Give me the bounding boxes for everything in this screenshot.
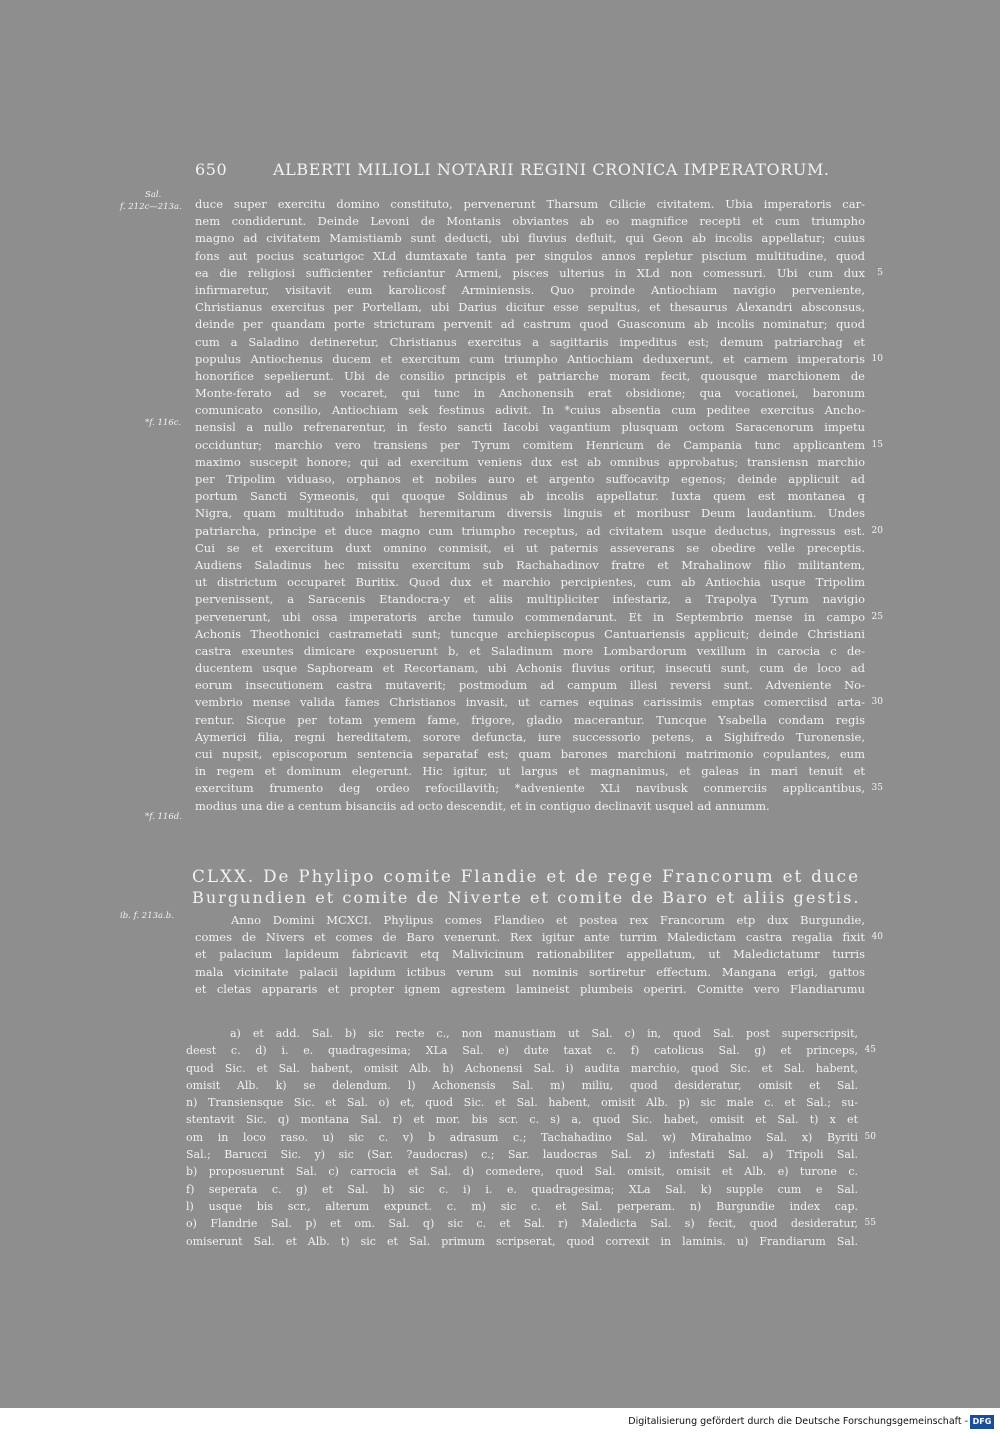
line-number: 40	[871, 932, 883, 943]
footer-credit: Digitalisierung gefördert durch die Deutsche Forschungsgemeinschaft -	[628, 1416, 968, 1427]
text-line: rentur. Sicque per totam yemem fame, frigore, gladio macerantur. Tuncque Ysabella condam regis	[195, 712, 865, 727]
footnotes	[186, 1025, 876, 1250]
text-line: nensisl a nullo refrenarentur, in festo sancti Iacobi vagantium plusquam octom Saracenorum impetu	[195, 420, 865, 435]
text-line: ducentem usque Saphoream et Recortanam, ubi Achonis fluvius oritur, insecuti sunt, cum de loco ad	[195, 661, 865, 676]
margin-ref-116d: *f. 116d.	[145, 812, 182, 822]
text-line: Audiens Saladinus hec missitu exercitum sub Rachahadinov fratre et Mrahalinow filio militantem,	[195, 557, 865, 572]
text-line: magno ad civitatem Mamistiamb sunt deducti, ubi fluvius defluit, qui Geon ab incolis appellatur; cuius	[195, 231, 865, 246]
chapter-text	[195, 912, 883, 998]
margin-ref-116c: *f. 116c.	[145, 418, 182, 428]
text-line: ut districtum occuparet Buritix. Quod dux et marchio percipientes, cum ab Antiochia usque Tripolim	[195, 575, 865, 590]
footnote-line: omiserunt Sal. et Alb. t) sic et Sal. primum scripserat, quod correxit in laminis. u) Frandiarum Sal.	[186, 1234, 858, 1248]
footnote-line: a) et add. Sal. b) sic recte c., non manustiam ut Sal. c) in, quod Sal. post superscripsit,	[230, 1027, 858, 1040]
text-line: pervenissent, a Saracenis Etandocra-y et aliis multipliciter infestariz, a Trapolya Tyrum navigio	[195, 592, 865, 607]
footnote-line: om in loco raso. u) sic c. v) b adrasum c.; Tachahadino Sal. w) Mirahalmo Sal. x) Byriti 50	[186, 1129, 858, 1146]
footnote-line: deest c. d) i. e. quadragesima; XLa Sal. e) dute taxat c. f) catolicus Sal. g) et princeps, 45	[186, 1042, 858, 1059]
chapter-heading-line-2: Burgundien et comite de Niverte et comite de Baro et aliis gestis.	[192, 888, 861, 907]
text-line: exercitum frumento deg ordeo refocillavith; *adveniente XLi navibusk conmerciis applicantibus, 35	[195, 780, 865, 797]
text-line: nem condiderunt. Deinde Levoni de Montanis obviantes ab eo magnifice recepti et cum triumpho	[195, 214, 865, 229]
footnote-line: n) Transiensque Sic. et Sal. o) et, quod Sic. et Sal. habent, omisit Alb. p) sic male c. et Sal.; su-	[186, 1096, 858, 1110]
footnote-line: quod Sic. et Sal. habent, omisit Alb. h) Achonensi Sal. i) audita marchio, quod Sic. et Sal. habent,	[186, 1061, 858, 1075]
margin-ref-213: ib. f. 213a.b.	[120, 911, 174, 921]
text-line: pervenerunt, ubi ossa imperatoris arche tumulo commendarunt. Et in Septembrio mense in campo 25	[195, 609, 865, 626]
text-line: castra exeuntes dimicare exposuerunt b, et Saladinum more Lombardorum vexillum in carocia c de-	[195, 643, 865, 658]
dfg-logo-icon: DFG	[970, 1415, 994, 1429]
text-line: Christianus exercitus per Portellam, ubi Darius dicitur esse sepultus, et thesaurus Alexandri absconsus,	[195, 300, 865, 315]
text-line: occiduntur; marchio vero transiens per Tyrum comitem Henricum de Campania tunc applicantem 15	[195, 437, 865, 454]
text-line: vembrio mense valida fames Christianos invasit, ut carnes equinas carissimis emptas comerciisd arta- 30	[195, 694, 865, 711]
text-line: duce super exercitu domino constituto, pervenerunt Tharsum Cilicie civitatem. Ubia imperatoris car-	[195, 197, 865, 211]
text-line: modius una die a centum bisanciis ad octo descendit, et in contiguo declinavit usquel ad annumm.	[195, 798, 770, 813]
text-line: populus Antiochenus ducem et exercitum cum triumpho Antiochiam deduxerunt, et carnem imperatoris 10	[195, 351, 865, 368]
text-line: honorifice sepelierunt. Ubi de consilio principis et patriarche moram fecit, quousque marchionem de	[195, 368, 865, 383]
line-number: 35	[871, 783, 883, 794]
margin-ref-212: f. 212c—213a.	[120, 202, 182, 212]
text-line: maximo suscepit honore; qui ad exercitum veniens dux est ab omnibus approbatus; transiensn marchio	[195, 454, 865, 469]
text-line: Anno Domini MCXCI. Phylipus comes Flandieo et postea rex Francorum etp dux Burgundie,	[231, 913, 865, 927]
line-number: 20	[871, 525, 883, 536]
line-number: 45	[864, 1045, 876, 1056]
text-line: Achonis Theothonici castrametati sunt; tuncque archiepiscopus Cantuariensis applicuit; deinde Christiani	[195, 626, 865, 641]
text-line: Aymerici filia, regni hereditatem, sorore defuncta, iure successorio petens, a Sighifredo Turonensie,	[195, 729, 865, 744]
line-number: 10	[871, 353, 883, 364]
text-line: mala vicinitate palacii lapidum ictibus verum sui nominis sortiretur effectum. Mangana erigi, gattos	[195, 964, 865, 979]
text-line: Nigra, quam multitudo inhabitat heremitarum diversis linguis et moribusr Deum laudantium. Undes	[195, 506, 865, 521]
text-line: infirmaretur, visitavit eum karolicosf Arminiensis. Quo proinde Antiochiam navigio perveniente,	[195, 282, 865, 297]
text-line: Monte-ferato ad se vocaret, qui tunc in Anchonensih erat obsidione; qua vocationei, baronum	[195, 386, 865, 401]
footnote-line: omisit Alb. k) se delendum. l) Achonensis Sal. m) miliu, quod desideratur, omisit et Sal.	[186, 1078, 858, 1092]
margin-sal: Sal.	[145, 190, 162, 200]
text-line: fons aut pocius scaturigoc XLd dumtaxate tanta per singulos annos repletur piscium multitudine, quod	[195, 248, 865, 263]
text-line: Cui se et exercitum duxt omnino conmisit, ei ut paternis asseverans se obedire velle preceptis.	[195, 540, 865, 555]
text-line: patriarcha, principe et duce magno cum triumpho receptus, ad civitatem usque deductus, ingressus est. 20	[195, 523, 865, 540]
footnote-line: o) Flandrie Sal. p) et om. Sal. q) sic c. et Sal. r) Maledicta Sal. s) fecit, quod desideratur, 55	[186, 1215, 858, 1232]
footnote-line: b) proposuerunt Sal. c) carrocia et Sal. d) comedere, quod Sal. omisit, omisit et Alb. e) turone c.	[186, 1165, 858, 1179]
line-number: 5	[877, 267, 883, 278]
page-number: 650	[195, 160, 228, 179]
text-line: cum a Saladino detineretur, Christianus exercitus a sagittariis impeditus est; demum patriarchag et	[195, 334, 865, 349]
footnote-line: l) usque bis scr., alterum expunct. c. m) sic c. et Sal. perperam. n) Burgundie index cap.	[186, 1199, 858, 1213]
text-line: per Tripolim viduaso, orphanos et nobiles auro et argento suffocavitp egenos; deinde applicuit ad	[195, 472, 865, 486]
line-number: 30	[871, 697, 883, 708]
line-number: 50	[864, 1131, 876, 1142]
footnote-line: stentavit Sic. q) montana Sal. r) et mor. bis scr. c. s) a, quod Sic. habet, omisit et Sal. t) x et	[186, 1113, 858, 1127]
text-line: ea die religiosi sufficienter reficiantur Armeni, pisces ulterius in XLd non comessuri. Ubi cum dux 5	[195, 265, 865, 282]
chapter-heading-line-1: CLXX. De Phylipo comite Flandie et de rege Francorum et duce	[192, 866, 860, 886]
text-line: et palacium lapideum fabricavit etq Malivicinum rationabiliter appellatum, ut Maledictatumr turris	[195, 947, 865, 962]
running-title: ALBERTI MILIOLI NOTARII REGINI CRONICA IMPERATORUM.	[273, 160, 830, 179]
footnote-line: Sal.; Barucci Sic. y) sic (Sar. ?audocras) c.; Sar. laudocras Sal. z) infestati Sal. a) Tripoli Sal.	[186, 1148, 858, 1162]
main-text	[195, 196, 883, 815]
text-line: in regem et dominum elegerunt. Hic igitur, ut largus et magnanimus, et galeas in mari tenuit et	[195, 764, 865, 779]
text-line: comunicato consilio, Antiochiam sek festinus adivit. In *cuius absentia cum peditee exercitus Ancho-	[195, 403, 865, 418]
chapter-heading	[192, 866, 860, 908]
text-line: cui nupsit, episcoporum sentencia separataf est; quam barones marchioni matrimonio copulantes, eum	[195, 747, 865, 761]
line-number: 55	[864, 1218, 876, 1229]
text-line: et cletas appararis et propter ignem agrestem lamineist plumbeis operiri. Comitte vero Flandiarumu	[195, 981, 865, 996]
text-line: deinde per quandam porte stricturam pervenit ad castrum quod Guasconum ab incolis nominatur; quod	[195, 317, 865, 332]
line-number: 15	[871, 439, 883, 450]
text-line: comes de Nivers et comes de Baro venerunt. Rex igitur ante turrim Maledictam castra regalia fixit 40	[195, 929, 865, 946]
text-line: eorum insecutionem castra mutaverit; postmodum ad campum illesi reversi sunt. Adveniente No-	[195, 678, 865, 693]
line-number: 25	[871, 611, 883, 622]
footnote-line: f) seperata c. g) et Sal. h) sic c. i) i. e. quadragesima; XLa Sal. k) supple cum e Sal.	[186, 1182, 858, 1196]
text-line: portum Sancti Symeonis, qui quoque Soldinus ab incolis appellatur. Iuxta quem est montanea q	[195, 489, 865, 504]
